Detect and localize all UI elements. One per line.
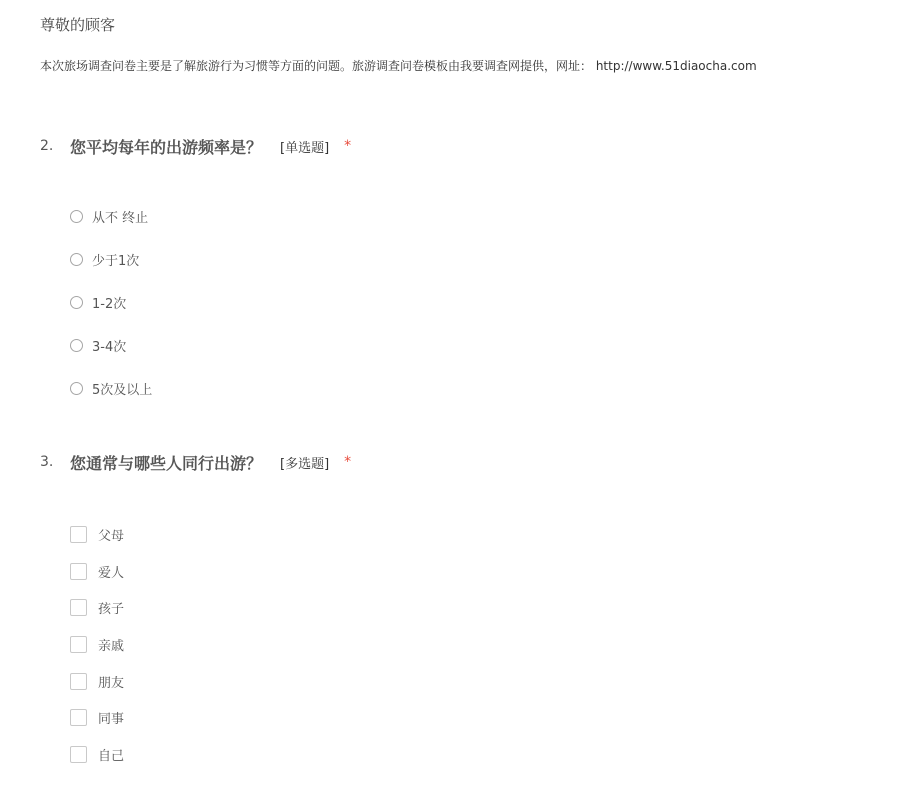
question-title: 您通常与哪些人同行出游？ — [70, 453, 263, 473]
survey-greeting: 尊敬的顾客 — [40, 16, 116, 34]
option-label: 孩子 — [98, 601, 125, 617]
option-label: 爱人 — [98, 565, 125, 581]
checkbox[interactable] — [70, 526, 87, 543]
radio-option[interactable] — [70, 249, 139, 269]
option-label: 3-4次 — [92, 339, 127, 355]
checkbox[interactable] — [70, 746, 87, 763]
option-label: 1-2次 — [92, 296, 127, 312]
radio-button[interactable] — [70, 339, 83, 352]
checkbox-option[interactable] — [70, 561, 124, 581]
question-2-header — [40, 134, 351, 158]
checkbox[interactable] — [70, 636, 87, 653]
checkbox[interactable] — [70, 709, 87, 726]
checkbox-option[interactable] — [70, 524, 124, 544]
radio-button[interactable] — [70, 210, 83, 223]
radio-button[interactable] — [70, 253, 83, 266]
required-marker: * — [344, 454, 352, 470]
option-label: 同事 — [98, 711, 125, 727]
option-label: 从不 终止 — [92, 210, 149, 226]
checkbox[interactable] — [70, 599, 87, 616]
option-label: 5次及以上 — [92, 382, 153, 398]
radio-button[interactable] — [70, 296, 83, 309]
question-type-badge: [单选题] — [280, 140, 330, 156]
option-label: 亲戚 — [98, 638, 125, 654]
question-3-header — [40, 450, 351, 474]
radio-option[interactable] — [70, 292, 126, 312]
radio-option[interactable] — [70, 206, 148, 226]
question-number: 2. — [40, 138, 54, 154]
radio-button[interactable] — [70, 382, 83, 395]
checkbox-option[interactable] — [70, 744, 124, 764]
checkbox[interactable] — [70, 673, 87, 690]
required-marker: * — [344, 138, 352, 154]
radio-option[interactable] — [70, 335, 126, 355]
option-label: 父母 — [98, 528, 125, 544]
checkbox-option[interactable] — [70, 634, 124, 654]
question-title: 您平均每年的出游频率是？ — [70, 137, 263, 157]
checkbox-option[interactable] — [70, 597, 124, 617]
question-type-badge: [多选题] — [280, 456, 330, 472]
checkbox-option[interactable] — [70, 671, 124, 691]
survey-intro: 本次旅场调查问卷主要是了解旅游行为习惯等方面的问题。旅游调查问卷模板由我要调查网提供，网址： http://www.51diaocha.com — [40, 59, 757, 73]
option-label: 少于1次 — [92, 253, 140, 269]
radio-option[interactable] — [70, 378, 152, 398]
option-label: 朋友 — [98, 675, 125, 691]
option-label: 自己 — [98, 748, 125, 764]
question-number: 3. — [40, 454, 54, 470]
checkbox-option[interactable] — [70, 707, 124, 727]
checkbox[interactable] — [70, 563, 87, 580]
